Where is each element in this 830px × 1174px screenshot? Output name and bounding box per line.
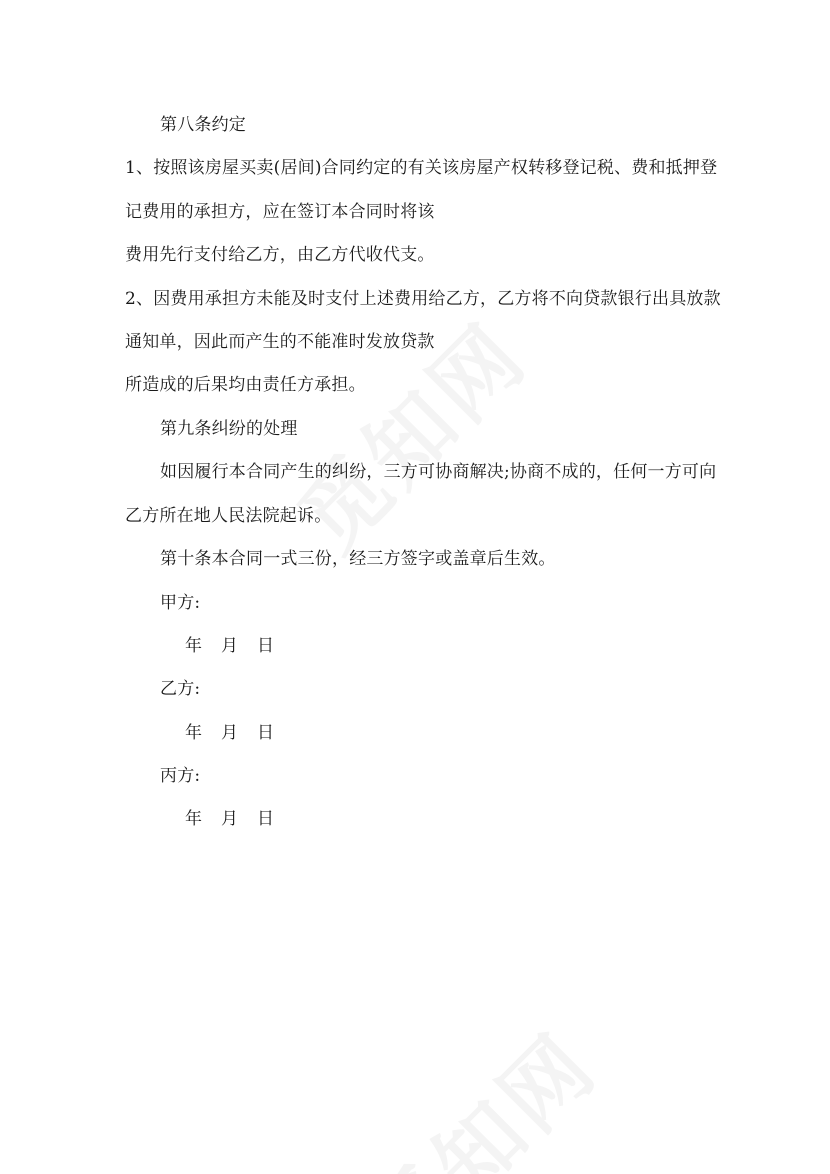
day-label: 日 — [257, 636, 275, 656]
party-a-label: 甲方: — [160, 593, 201, 613]
article8-paragraph2-line1: 2、因费用承担方未能及时支付上述费用给乙方，乙方将不向贷款银行出具放款 — [125, 289, 721, 309]
day-label: 日 — [257, 723, 275, 743]
year-label: 年 — [185, 809, 203, 829]
article8-paragraph1-line2: 记费用的承担方，应在签订本合同时将该 — [125, 202, 435, 222]
party-a-date — [185, 636, 293, 656]
article9-title: 第九条纠纷的处理 — [160, 419, 298, 439]
party-b-label: 乙方: — [160, 679, 201, 699]
party-c-label: 丙方: — [160, 766, 201, 786]
month-label: 月 — [221, 636, 239, 656]
article8-paragraph2-line3: 所造成的后果均由责任方承担。 — [125, 375, 366, 395]
day-label: 日 — [257, 809, 275, 829]
article8-paragraph1-line1: 1、按照该房屋买卖(居间)合同约定的有关该房屋产权转移登记税、费和抵押登 — [125, 158, 718, 178]
article8-title: 第八条约定 — [160, 115, 246, 135]
article8-paragraph2-line2: 通知单，因此而产生的不能准时发放贷款 — [125, 332, 435, 352]
party-b-date — [185, 723, 293, 743]
article10-text: 第十条本合同一式三份，经三方签字或盖章后生效。 — [160, 549, 556, 569]
year-label: 年 — [185, 636, 203, 656]
article9-line2: 乙方所在地人民法院起诉。 — [125, 506, 332, 526]
month-label: 月 — [221, 809, 239, 829]
year-label: 年 — [185, 723, 203, 743]
article8-paragraph1-line3: 费用先行支付给乙方，由乙方代收代支。 — [125, 245, 435, 265]
article9-line1: 如因履行本合同产生的纠纷，三方可协商解决;协商不成的，任何一方可向 — [160, 462, 717, 482]
party-c-date — [185, 809, 293, 829]
watermark-bottom — [337, 1001, 620, 1174]
month-label: 月 — [221, 723, 239, 743]
